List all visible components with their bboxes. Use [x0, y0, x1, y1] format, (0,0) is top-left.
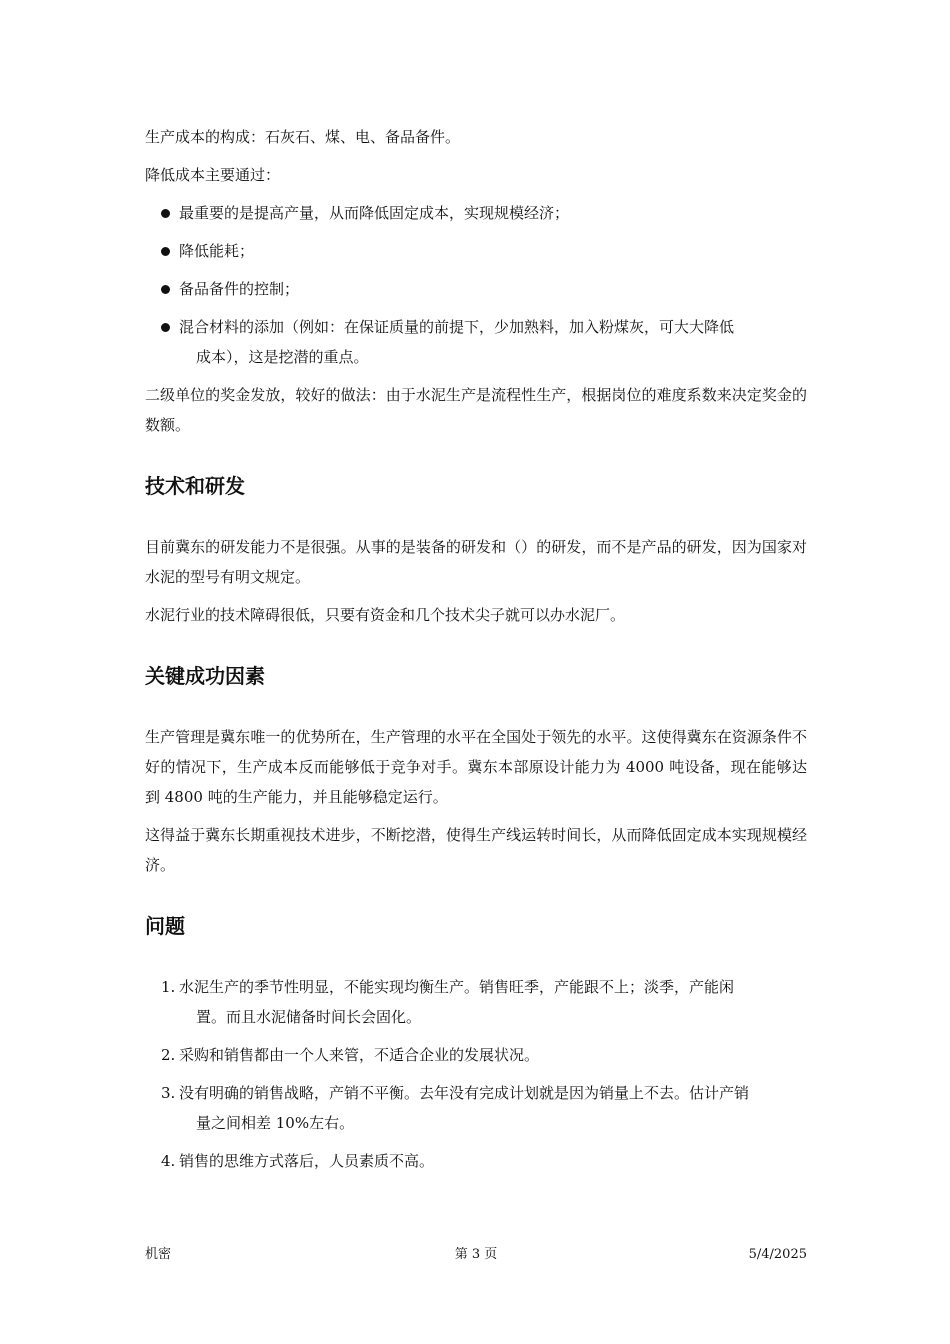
page-number: 第 3 页	[454, 1247, 498, 1262]
document-body	[145, 122, 807, 1184]
section-heading-tech: 技术和研发	[145, 474, 245, 498]
bonus-paragraph: 二级单位的奖金发放，较好的做法：由于水泥生产是流程性生产，根据岗位的难度系数来决定奖金的数额。	[145, 386, 807, 434]
bullet-icon	[161, 247, 170, 256]
bullet-icon	[161, 323, 170, 332]
list-item: 降低能耗；	[145, 236, 807, 266]
confidential-label: 机密	[145, 1247, 172, 1262]
cost-reduction-list	[145, 198, 807, 372]
ksf-paragraph-1: 生产管理是冀东唯一的优势所在，生产管理的水平在全国处于领先的水平。这使得冀东在资源条件不好的情况下，生产成本反而能够低于竞争对手。冀东本部原设计能力为 4000 吨设备，现在能够达到 4800 吨的生产能力，并且能够稳定运行。	[145, 728, 807, 806]
list-item: 1. 水泥生产的季节性明显，不能实现均衡生产。销售旺季，产能跟不上；淡季，产能闲 置。而且水泥储备时间长会固化。	[161, 978, 735, 1026]
list-item: 2. 采购和销售都由一个人来管，不适合企业的发展状况。	[161, 1046, 540, 1064]
issues-list	[145, 972, 807, 1176]
cost-composition-paragraph: 生产成本的构成：石灰石、煤、电、备品备件。	[145, 128, 461, 146]
bullet-icon	[161, 209, 170, 218]
page-footer	[145, 1245, 807, 1265]
list-item: 最重要的是提高产量，从而降低固定成本，实现规模经济；	[145, 198, 807, 228]
section-heading-ksf: 关键成功因素	[145, 664, 265, 688]
ksf-paragraph-2: 这得益于冀东长期重视技术进步，不断挖潜，使得生产线运转时间长，从而降低固定成本实现规模经济。	[145, 826, 807, 874]
tech-paragraph-1: 目前冀东的研发能力不是很强。从事的是装备的研发和（）的研发，而不是产品的研发，因为国家对水泥的型号有明文规定。	[145, 538, 807, 586]
footer-date: 5/4/2025	[748, 1247, 807, 1262]
tech-paragraph-2: 水泥行业的技术障碍很低，只要有资金和几个技术尖子就可以办水泥厂。	[145, 606, 626, 624]
list-item: 4. 销售的思维方式落后，人员素质不高。	[161, 1152, 435, 1170]
list-item: 备品备件的控制；	[145, 274, 807, 304]
list-item: 混合材料的添加（例如：在保证质量的前提下，少加熟料，加入粉煤灰，可大大降低 成本），这是挖潜的重点。	[145, 312, 807, 372]
bullet-icon	[161, 285, 170, 294]
list-item: 3. 没有明确的销售战略，产销不平衡。去年没有完成计划就是因为销量上不去。估计产销 量之间相差 10%左右。	[161, 1084, 750, 1132]
cost-reduction-intro: 降低成本主要通过：	[145, 166, 281, 184]
section-heading-issues: 问题	[145, 914, 185, 938]
